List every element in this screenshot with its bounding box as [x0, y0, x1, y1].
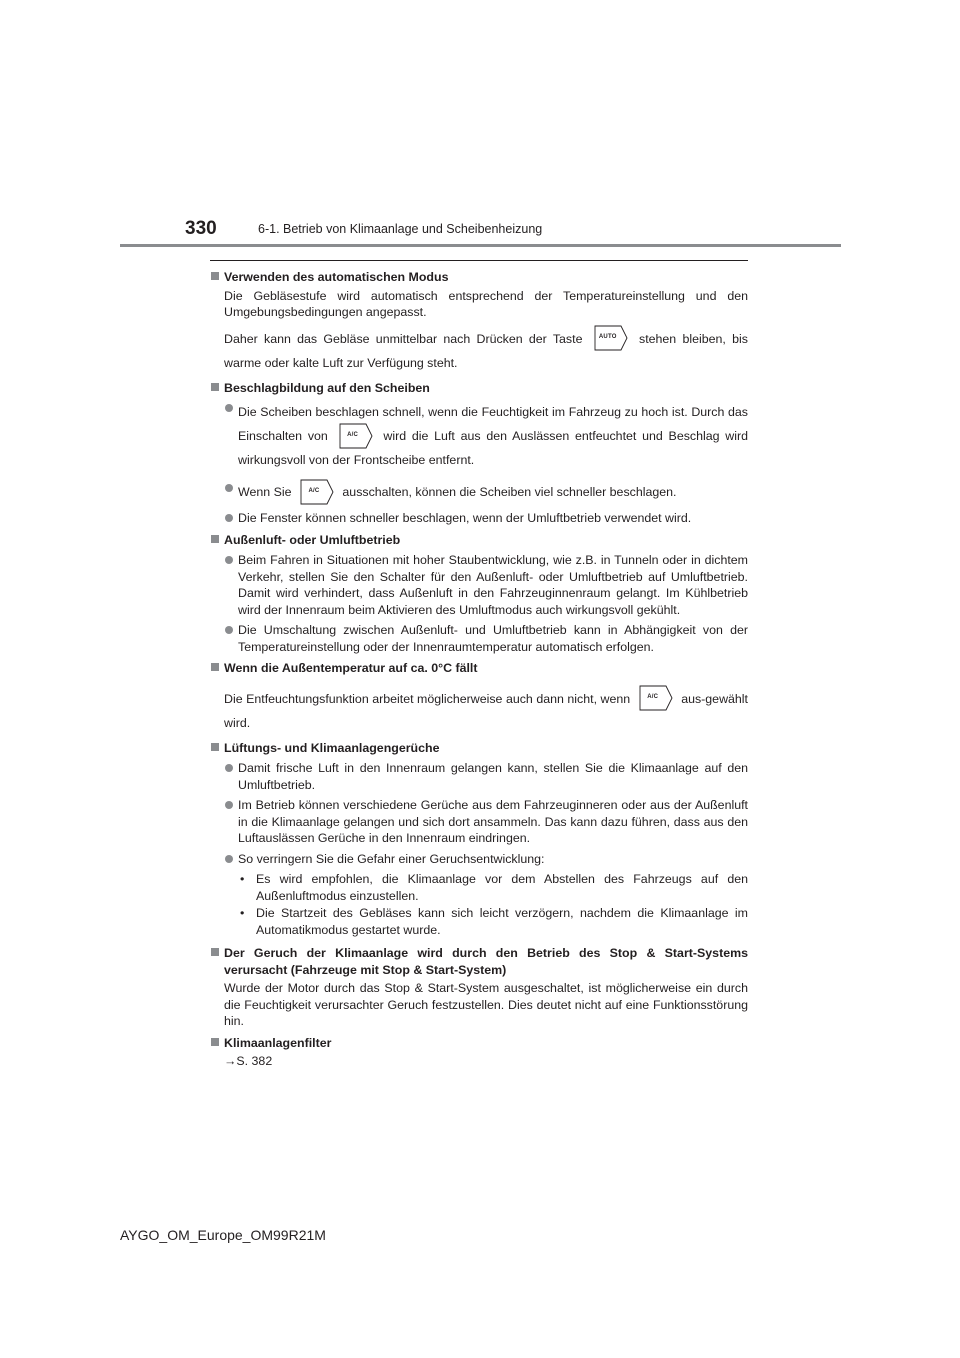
text-fragment: ausschalten, können die Scheiben viel schneller beschlagen. [342, 485, 677, 499]
text-fragment: Daher kann das Gebläse unmittelbar nach Drücken der Taste [224, 331, 583, 346]
paragraph [210, 327, 748, 375]
document-code: AYGO_OM_Europe_OM99R21M [120, 1227, 326, 1243]
paragraph: Wurde der Motor durch das Stop & Start-System ausgeschaltet, ist möglicherweise ein durch die Feuchtigkeit verursachter Geruch festzustellen. Dies deutet nicht auf eine Funktionsstörung hin. [224, 981, 748, 1028]
section-title-stop-start: Der Geruch der Klimaanlage wird durch den Betrieb des Stop & Start-Systems verursacht (Fahrzeuge mit Stop & Start-System) [210, 945, 748, 978]
bullet-item: Im Betrieb können verschiedene Gerüche aus dem Fahrzeuginneren oder aus der Außenluft in die Klimaanlage gelangen und sich dort ansammeln. Das kann dazu führen, dass aus den Luftauslässen Gerüche in den Innenraum eindringen. [210, 797, 748, 847]
ac-button-icon-label: A/C [308, 487, 320, 494]
ac-button-icon-label: A/C [647, 694, 659, 701]
ac-button-icon [339, 423, 373, 449]
section-title-filter: Klimaanlagenfilter [210, 1035, 748, 1052]
text-fragment: Die Entfeuchtungsfunktion arbeitet möglicherweise auch dann nicht, wenn [224, 691, 631, 706]
chapter-title: 6-1. Betrieb von Klimaanlage und Scheibenheizung [258, 222, 543, 236]
bullet-item: Die Umschaltung zwischen Außenluft- und Umluftbetrieb kann in Abhängigkeit von der Temperatureinstellung oder der Innenraumtemperatur automatisch erfolgen. [210, 622, 748, 655]
paragraph [210, 687, 748, 735]
section-title-fogging: Beschlagbildung auf den Scheiben [210, 380, 748, 397]
bullet-item: So verringern Sie die Gefahr einer Geruchsentwicklung: [210, 851, 748, 868]
text-fragment: Wenn Sie [238, 485, 292, 499]
section-title-auto-mode: Verwenden des automatischen Modus [210, 269, 748, 286]
bullet-item: Damit frische Luft in den Innenraum gelangen kann, stellen Sie die Klimaanlage auf den Umluftbetrieb. [210, 760, 748, 793]
text-fragment: wird die Luft aus den Auslässen entfeuchtet und Beschlag wird wirkungsvoll von der Frontscheibe entfernt. [238, 429, 749, 467]
section-title-cold-temperature: Wenn die Außentemperatur auf ca. 0°C fällt [210, 660, 748, 677]
ac-button-icon-label: A/C [347, 431, 359, 438]
bullet-item [210, 480, 748, 504]
text-fragment: stehen bleiben, bis warme oder kalte Luft zur Verfügung steht. [224, 331, 748, 370]
ac-button-icon [300, 479, 334, 505]
section-title-odors: Lüftungs- und Klimaanlagengerüche [210, 740, 748, 757]
auto-button-icon [594, 325, 628, 351]
sub-bullet-item: • Es wird empfohlen, die Klimaanlage vor dem Abstellen des Fahrzeugs auf den Außenluftmodus einzustellen. [210, 871, 748, 904]
page-reference[interactable]: →S. 382 [224, 1054, 273, 1068]
section-title-recirculation: Außenluft- oder Umluftbetrieb [210, 532, 748, 549]
content-rule [210, 260, 748, 261]
paragraph: Die Gebläsestufe wird automatisch entsprechend der Temperatureinstellung und den Umgebungsbedingungen angepasst. [224, 288, 748, 319]
header-rule [120, 244, 841, 247]
ac-button-icon [639, 685, 673, 711]
sub-bullet-item: • Die Startzeit des Gebläses kann sich leicht verzögern, nachdem die Klimaanlage im Automatikmodus gestartet wurde. [210, 905, 748, 938]
text-fragment: aus-gewählt wird. [224, 691, 748, 730]
bullet-item: Beim Fahren in Situationen mit hoher Staubentwicklung, wie z.B. in Tunneln oder in dichtem Verkehr, stellen Sie den Schalter für den Außenluft- oder Umluftbetrieb auf Umluftbetrieb. Damit wird verhindert, dass Außenluft in den Fahrzeuginnenraum gelangt. Im Kühlbetrieb wird der Innenraum beim Aktivieren des Umluftmodus auch wirkungsvoll gekühlt. [210, 552, 748, 618]
auto-button-icon-label: AUTO [598, 334, 617, 341]
bullet-item: Die Fenster können schneller beschlagen, wenn der Umluftbetrieb verwendet wird. [210, 510, 748, 527]
text-fragment: Die Scheiben beschlagen schnell, wenn die Feuchtigkeit im Fahrzeug zu hoch ist. Durch das Einschalten von [238, 405, 748, 443]
page-content [210, 269, 748, 1070]
bullet-item [210, 400, 748, 472]
page-number: 330 [185, 218, 217, 239]
